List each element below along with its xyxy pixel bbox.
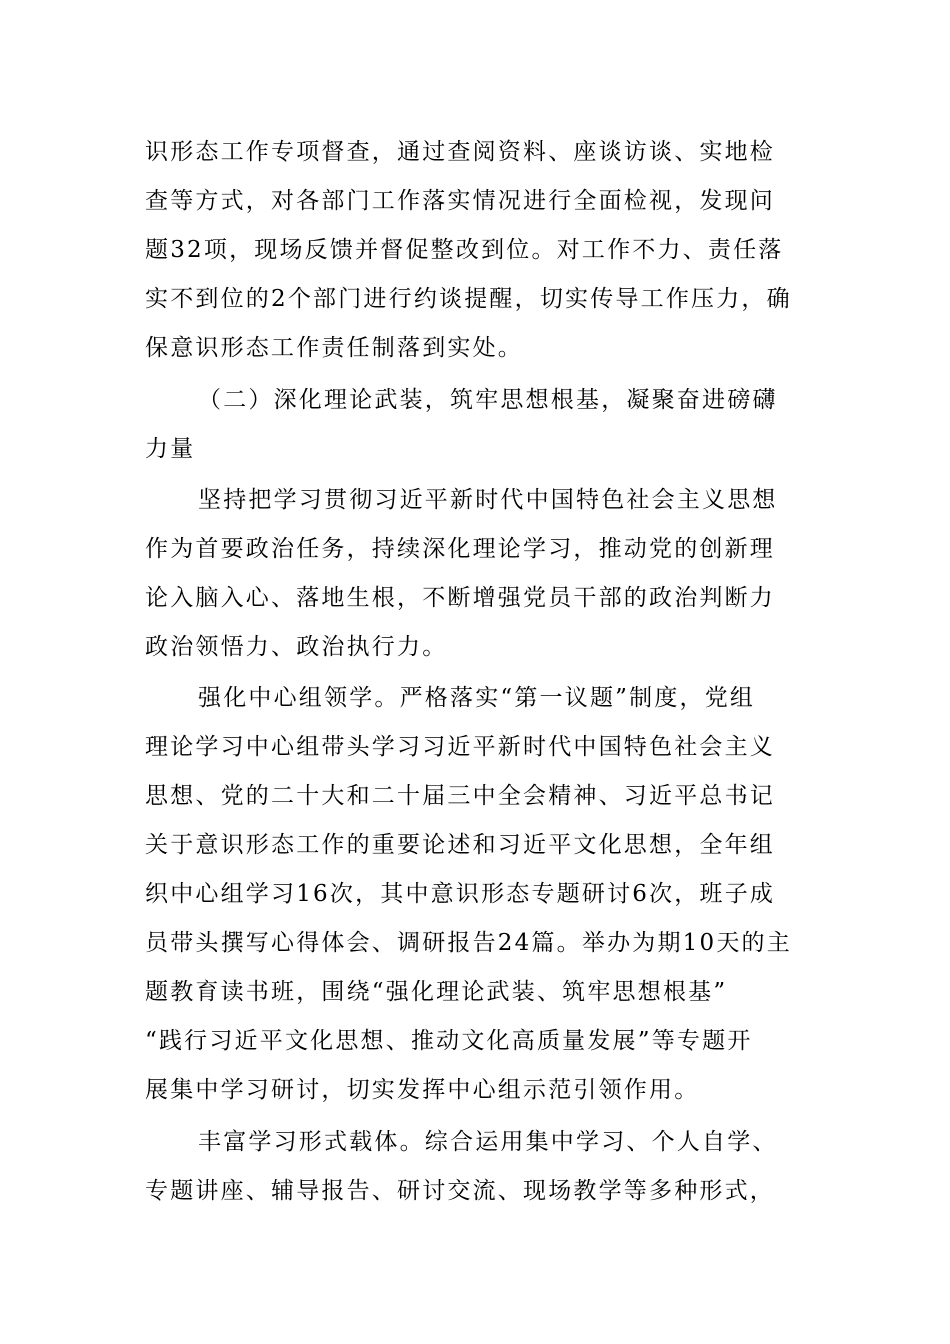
text-line-22: 专题讲座、辅导报告、研讨交流、现场教学等多种形式， (145, 1178, 775, 1204)
text-line-5: 保意识形态工作责任制落到实处。 (145, 335, 523, 361)
text-line-12: 强化中心组领学。严格落实“第一议题”制度，党组 (198, 685, 756, 711)
text-line-10: 论入脑入心、落地生根，不断增强党员干部的政治判断力 (145, 585, 775, 611)
text-line-14: 思想、党的二十大和二十届三中全会精神、习近平总书记 (145, 783, 775, 809)
text-line-16: 织中心组学习16次，其中意识形态专题研讨6次，班子成 (145, 881, 776, 907)
text-line-3: 题32项，现场反馈并督促整改到位。对工作不力、责任落 (145, 237, 784, 263)
text-line-18: 题教育读书班，围绕“强化理论武装、筑牢思想根基” (145, 979, 728, 1005)
text-line-9: 作为首要政治任务，持续深化理论学习，推动党的创新理 (145, 536, 775, 562)
text-line-15: 关于意识形态工作的重要论述和习近平文化思想，全年组 (145, 832, 775, 858)
text-line-19: “践行习近平文化思想、推动文化高质量发展”等专题开 (145, 1028, 753, 1054)
text-line-8: 坚持把学习贯彻习近平新时代中国特色社会主义思想 (198, 487, 778, 513)
text-line-1: 识形态工作专项督查，通过查阅资料、座谈访谈、实地检 (145, 139, 775, 165)
text-line-20: 展集中学习研讨，切实发挥中心组示范引领作用。 (145, 1077, 700, 1103)
text-line-13: 理论学习中心组带头学习习近平新时代中国特色社会主义 (145, 734, 775, 760)
text-line-21: 丰富学习形式载体。综合运用集中学习、个人自学、 (198, 1129, 778, 1155)
text-line-11: 政治领悟力、政治执行力。 (145, 634, 448, 660)
section-heading-line-2: 力量 (145, 436, 196, 462)
section-heading-line-1: （二）深化理论武装，筑牢思想根基，凝聚奋进磅礴 (198, 387, 778, 413)
text-line-2: 查等方式，对各部门工作落实情况进行全面检视，发现问 (145, 188, 775, 214)
text-line-4: 实不到位的2个部门进行约谈提醒，切实传导工作压力，确 (145, 286, 792, 312)
text-line-17: 员带头撰写心得体会、调研报告24篇。举办为期10天的主 (145, 930, 792, 956)
